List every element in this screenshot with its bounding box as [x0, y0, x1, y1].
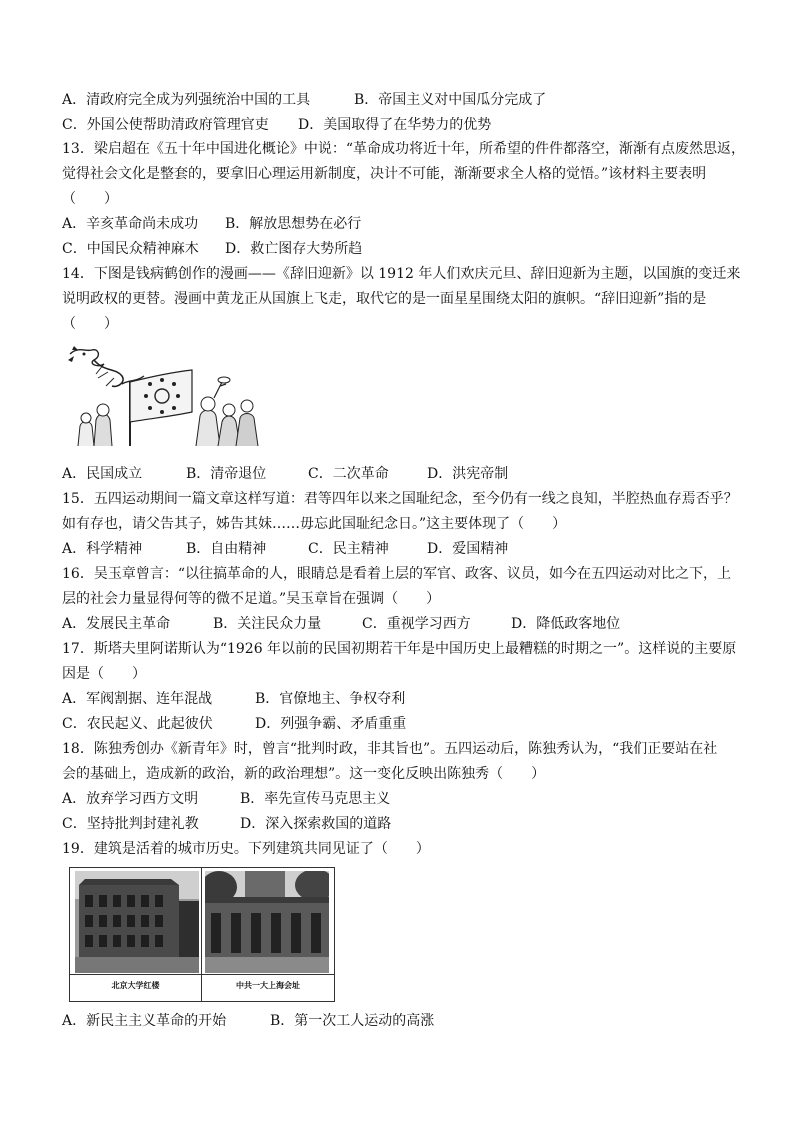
q14-option-c[interactable]: C．二次革命 — [308, 466, 389, 482]
q14-stem-line1: 14．下图是钱病鹤创作的漫画——《辞旧迎新》以 1912 年人们欢庆元旦、辞旧迎新为主题，以国旗的变迁来 — [62, 266, 741, 282]
q15-stem-line2: 如有存也，请父告其子，姊告其妹……毋忘此国耻纪念日。”这主要体现了（ ） — [62, 516, 567, 532]
q13-stem-line2: 觉得社会文化是整套的，要拿旧心理运用新制度，决计不可能，渐渐要求全人格的觉悟。”该材料主要表明 — [62, 166, 707, 182]
q13-option-b[interactable]: B．解放思想势在必行 — [225, 216, 362, 232]
q18-option-c[interactable]: C．坚持批判封建礼教 — [62, 816, 199, 832]
q14-option-d[interactable]: D．洪宪帝制 — [427, 466, 509, 482]
q14-answer-blank: （ ） — [62, 316, 118, 332]
q18-stem-line1: 18．陈独秀创办《新青年》时，曾言“批判时政，非其旨也”。五四运动后，陈独秀认为，“我们正要站在社 — [62, 741, 718, 757]
q12-option-c[interactable]: C．外国公使帮助清政府管理官吏 — [62, 117, 269, 133]
building-photo-icon — [75, 871, 199, 973]
q16-option-b[interactable]: B．关注民众力量 — [213, 616, 322, 632]
q13-option-a[interactable]: A．辛亥革命尚未成功 — [62, 216, 199, 232]
q15-option-d[interactable]: D．爱国精神 — [427, 541, 509, 557]
q17-option-a[interactable]: A．军阀割据、连年混战 — [62, 691, 213, 707]
q14-option-b[interactable]: B．清帝退位 — [186, 466, 267, 482]
q12-option-b[interactable]: B．帝国主义对中国瓜分完成了 — [354, 92, 547, 108]
building-photo-icon — [205, 871, 329, 973]
q17-stem-line2: 因是（ ） — [62, 666, 146, 682]
caption-left: 北京大学红楼 — [111, 981, 160, 990]
q15-stem-line1: 15．五四运动期间一篇文章这样写道：君等四年以来之国耻纪念，至今仍有一线之良知，半腔热血存焉否乎？ — [62, 491, 738, 507]
q16-option-c[interactable]: C．重视学习西方 — [362, 616, 471, 632]
q13-option-c[interactable]: C．中国民众精神麻木 — [62, 241, 199, 257]
q12-option-d[interactable]: D．美国取得了在华势力的优势 — [298, 117, 492, 133]
q19-option-b[interactable]: B．第一次工人运动的高涨 — [270, 1013, 435, 1029]
q15-option-a[interactable]: A．科学精神 — [62, 541, 143, 557]
q14-option-a[interactable]: A．民国成立 — [62, 466, 143, 482]
q15-option-b[interactable]: B．自由精神 — [186, 541, 267, 557]
q12-option-a[interactable]: A．清政府完全成为列强统治中国的工具 — [62, 92, 311, 108]
q16-stem-line1: 16．吴玉章曾言：“以往搞革命的人，眼睛总是看着上层的军官、政客、议员，如今在五四运动对比之下，上 — [62, 566, 731, 582]
caption-right: 中共一大上海会址 — [236, 981, 300, 990]
q16-option-a[interactable]: A．发展民主革命 — [62, 616, 171, 632]
q17-stem-line1: 17．斯塔夫里阿诺斯认为“1926 年以前的民国初期若干年是中国历史上最糟糕的时期之一”。这样说的主要原 — [62, 641, 737, 657]
q17-option-c[interactable]: C．农民起义、此起彼伏 — [62, 716, 213, 732]
q16-stem-line2: 层的社会力量显得何等的微不足道。”吴玉章旨在强调（ ） — [62, 591, 441, 607]
caption-divider — [70, 974, 334, 975]
q14-stem-line2: 说明政权的更替。漫画中黄龙正从国旗上飞走，取代它的是一面星星围绕太阳的旗帜。“辞旧迎新”指的是 — [62, 291, 707, 307]
q16-option-d[interactable]: D．降低政客地位 — [511, 616, 621, 632]
q13-stem-line1: 13．梁启超在《五十年中国进化概论》中说：“革命成功将近十年，所希望的件件都落空，渐渐有点废然思返， — [62, 141, 745, 157]
q17-option-d[interactable]: D．列强争霸、矛盾重重 — [255, 716, 407, 732]
q19-stem: 19．建筑是活着的城市历史。下列建筑共同见证了（ ） — [62, 841, 430, 857]
q13-answer-blank: （ ） — [62, 191, 118, 207]
q18-option-d[interactable]: D．深入探索救国的道路 — [240, 816, 392, 832]
q19-photo-figure — [69, 867, 335, 1002]
q17-option-b[interactable]: B．官僚地主、争权夺利 — [255, 691, 406, 707]
q19-option-a[interactable]: A．新民主主义革命的开始 — [62, 1013, 227, 1029]
site-building-photo — [205, 871, 329, 973]
cartoon-icon — [64, 342, 260, 448]
q15-option-c[interactable]: C．民主精神 — [308, 541, 389, 557]
cartoon-illustration — [64, 342, 260, 448]
red-building-photo — [75, 871, 199, 973]
q13-option-d[interactable]: D．救亡图存大势所趋 — [225, 241, 363, 257]
q18-option-a[interactable]: A．放弃学习西方文明 — [62, 791, 199, 807]
q18-stem-line2: 会的基础上，造成新的政治，新的政治理想”。这一变化反映出陈独秀（ ） — [62, 766, 546, 782]
q18-option-b[interactable]: B．率先宣传马克思主义 — [240, 791, 391, 807]
